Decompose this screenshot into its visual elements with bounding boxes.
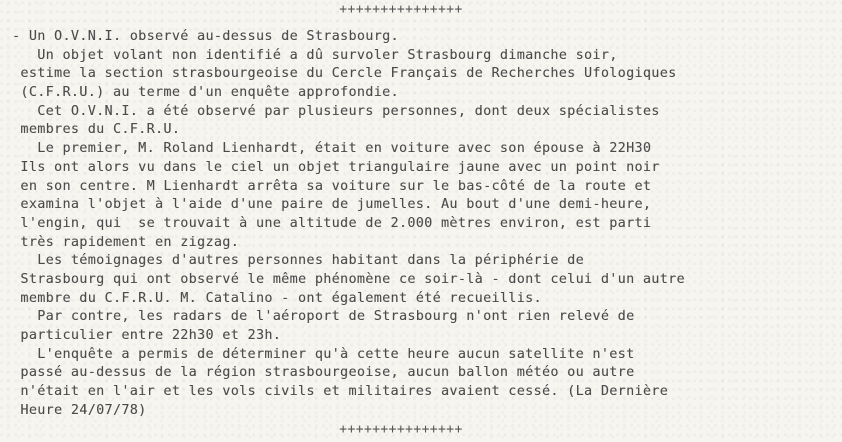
text-line: n'était en l'air et les vols civils et militaires avaient cessé. (La Dernière xyxy=(12,384,669,400)
article-heading: - Un O.V.N.I. observé au-dessus de Strasbourg. xyxy=(12,29,399,44)
text-line: particulier entre 22h30 et 23h. xyxy=(12,328,282,343)
separator-top: +++++++++++++++ xyxy=(339,2,463,17)
text-line: Les témoignages d'autres personnes habitant dans la périphérie de xyxy=(12,253,585,269)
text-line: L'enquête a permis de déterminer qu'à cette heure aucun satellite n'est xyxy=(12,346,635,362)
text-line: membre du C.F.R.U. M. Catalino - ont également été recueillis. xyxy=(12,290,542,306)
source-citation: Heure 24/07/78) xyxy=(12,402,147,418)
text-line: Strasbourg qui ont observé le même phénomène ce soir-là - dont celui d'un autre xyxy=(12,271,685,287)
text-line: passé au-dessus de la région strasbourgeoise, aucun ballon météo ou autre xyxy=(12,365,635,381)
text-line: Par contre, les radars de l'aéroport de Strasbourg n'ont rien relevé de xyxy=(12,309,635,325)
text-line: Un objet volant non identifié a dû survoler Strasbourg dimanche soir, xyxy=(12,47,618,63)
text-line: examina l'objet à l'aide d'une paire de jumelles. Au bout d'une demi-heure, xyxy=(12,197,652,213)
text-line: très rapidement en zigzag. xyxy=(12,234,240,250)
text-line: Le premier, M. Roland Lienhardt, était en voiture avec son épouse à 22H30 xyxy=(12,141,652,157)
text-line: l'engin, qui se trouvait à une altitude de 2.000 mètres environ, est parti xyxy=(12,215,652,231)
text-line: Ils ont alors vu dans le ciel un objet triangulaire jaune avec un point noir xyxy=(12,159,660,175)
text-line: en son centre. M Lienhardt arrêta sa voiture sur le bas-côté de la route et xyxy=(12,178,652,194)
text-line: estime la section strasbourgeoise du Cercle Français de Recherches Ufologiques xyxy=(12,66,677,82)
text-line: membres du C.F.R.U. xyxy=(12,122,181,138)
text-line: Cet O.V.N.I. a été observé par plusieurs personnes, dont deux spécialistes xyxy=(12,103,660,119)
separator-bottom: +++++++++++++++ xyxy=(339,422,463,437)
article-body xyxy=(12,28,840,420)
text-line: (C.F.R.U.) au terme d'un enquête approfondie. xyxy=(12,85,399,101)
